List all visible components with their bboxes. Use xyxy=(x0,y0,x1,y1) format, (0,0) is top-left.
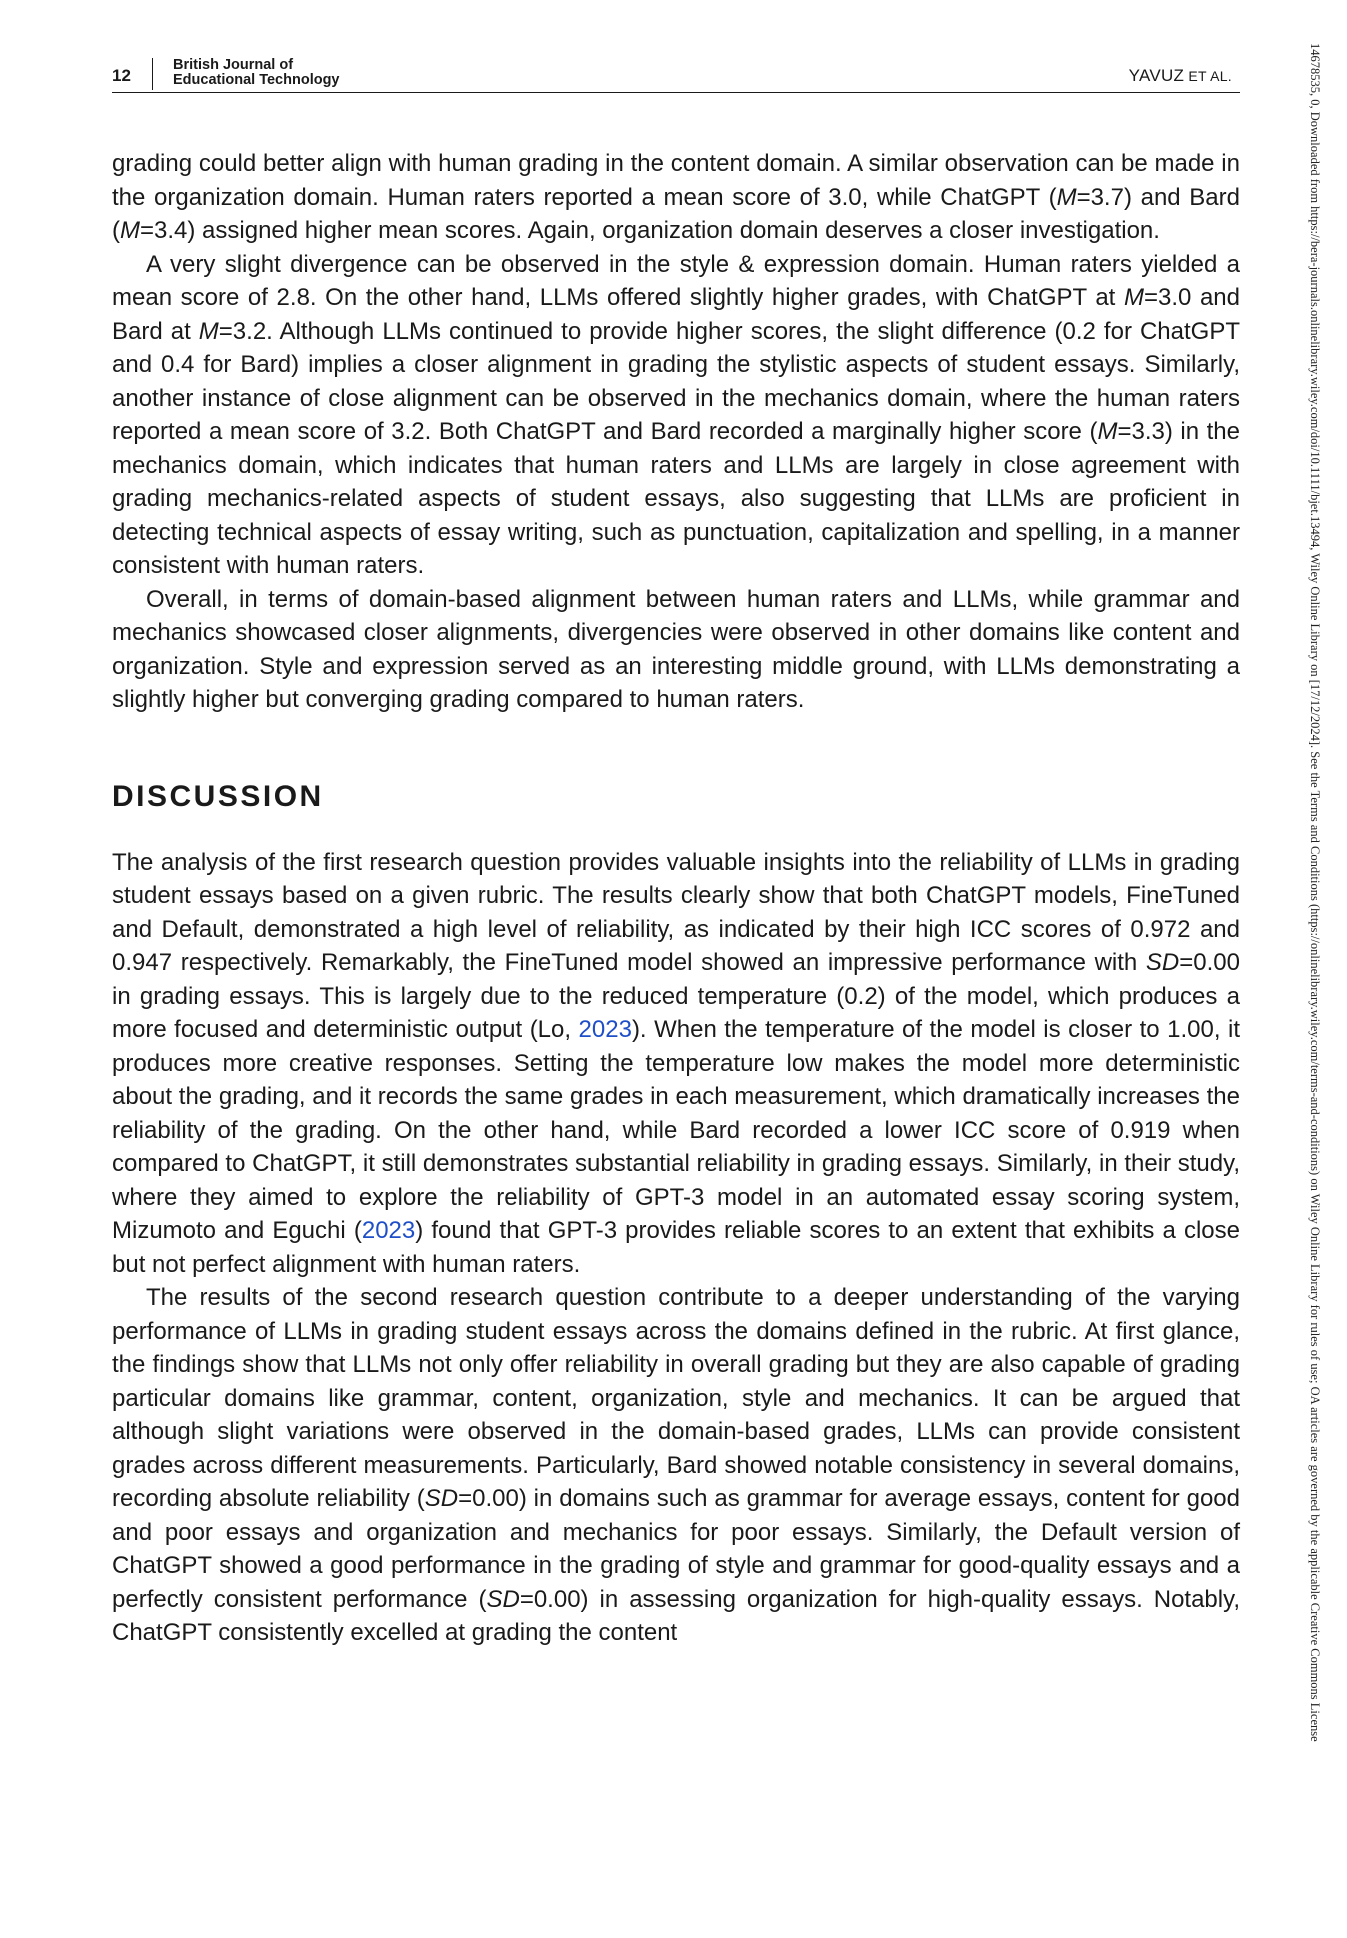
citation-link-mizumoto-2023[interactable]: 2023 xyxy=(361,1217,416,1244)
article-body xyxy=(112,147,1240,1650)
results-paragraph-1: grading could better align with human grading in the content domain. A similar observation can be made in the organization domain. Human raters reported a mean score of 3.0, while ChatGPT (M=3.7) and Bard (M=3.4) assigned higher mean scores. Again, organization domain deserves a closer investigation. xyxy=(112,150,1240,244)
author-suffix: ET AL. xyxy=(1184,68,1232,84)
journal-title-line-1: British Journal of xyxy=(173,57,294,73)
discussion-paragraph-1: The analysis of the first research question provides valuable insights into the reliability of LLMs in grading student essays based on a given rubric. The results clearly show that both ChatGPT models, FineTuned and Default, demonstrated a high level of reliability, as indicated by their high ICC scores of 0.972 and 0.947 respectively. Remarkably, the FineTuned model showed an impressive performance with SD=0.00 in grading essays. This is largely due to the reduced temperature (0.2) of the model, which produces a more focused and deterministic output (Lo, 2023). When the temperature of the model is closer to 1.00, it produces more creative responses. Setting the temperature low makes the model more deterministic about the grading, and it records the same grades in each measurement, which dramatically increases the reliability of the grading. On the other hand, while Bard recorded a lower ICC score of 0.919 when compared to ChatGPT, it still demonstrates substantial reliability in grading essays. Similarly, in their study, where they aimed to explore the reliability of GPT-3 model in an automated essay scoring system, Mizumoto and Eguchi (2023) found that GPT-3 provides reliable scores to an extent that exhibits a close but not perfect alignment with human raters. xyxy=(112,848,1240,1278)
header-divider xyxy=(152,58,153,90)
journal-title xyxy=(173,58,340,88)
running-head-authors xyxy=(1129,66,1232,86)
header-rule xyxy=(112,92,1240,93)
discussion-paragraph-2: The results of the second research question contribute to a deeper understanding of the varying performance of LLMs in grading student essays across the domains defined in the rubric. At first glance, the findings show that LLMs not only offer reliability in overall grading but they are also capable of grading particular domains like grammar, content, organization, style and mechanics. It can be argued that although slight variations were observed in the domain-based grades, LLMs can provide consistent grades across different measurements. Particularly, Bard showed notable consistency in several domains, recording absolute reliability (SD=0.00) in domains such as grammar for average essays, content for good and poor essays and organization and mechanics for poor essays. Similarly, the Default version of ChatGPT showed a good performance in the grading of style and grammar for good-quality essays and a perfectly consistent performance (SD=0.00) in assessing organization for high-quality essays. Notably, ChatGPT consistently excelled at grading the content xyxy=(112,1284,1240,1646)
download-side-note: 14678535, 0, Downloaded from https://bera-journals.onlinelibrary.wiley.com/doi/10.1111/bjet.13494, Wiley Online Library on [17/12/2024]. See the Terms and Conditions (https://onlinelibrary.wiley.com/terms-and-conditions) on Wiley Online Library for rules of use; OA articles are governed by the applicable Creative Commons License xyxy=(1308,43,1322,1742)
author-surname: YAVUZ xyxy=(1128,66,1185,85)
results-paragraph-3: Overall, in terms of domain-based alignment between human raters and LLMs, while grammar and mechanics showcased closer alignments, divergencies were observed in other domains like content and organization. Style and expression served as an interesting middle ground, with LLMs demonstrating a slightly higher but converging grading compared to human raters. xyxy=(112,585,1240,713)
section-heading-discussion: DISCUSSION xyxy=(112,779,324,813)
results-paragraph-2: A very slight divergence can be observed in the style & expression domain. Human raters yielded a mean score of 2.8. On the other hand, LLMs offered slightly higher grades, with ChatGPT at M=3.0 and Bard at M=3.2. Although LLMs continued to provide higher scores, the slight difference (0.2 for ChatGPT and 0.4 for Bard) implies a closer alignment in grading the stylistic aspects of student essays. Similarly, another instance of close alignment can be observed in the mechanics domain, where the human raters reported a mean score of 3.2. Both ChatGPT and Bard recorded a marginally higher score (M=3.3) in the mechanics domain, which indicates that human raters and LLMs are largely in close agreement with grading mechanics-related aspects of student essays, also suggesting that LLMs are proficient in detecting technical aspects of essay writing, such as punctuation, capitalization and spelling, in a manner consistent with human raters. xyxy=(112,250,1241,579)
journal-title-line-2: Educational Technology xyxy=(173,72,340,88)
page-number: 12 xyxy=(112,66,131,85)
page-header xyxy=(112,58,1240,92)
citation-link-lo-2023[interactable]: 2023 xyxy=(578,1016,632,1043)
